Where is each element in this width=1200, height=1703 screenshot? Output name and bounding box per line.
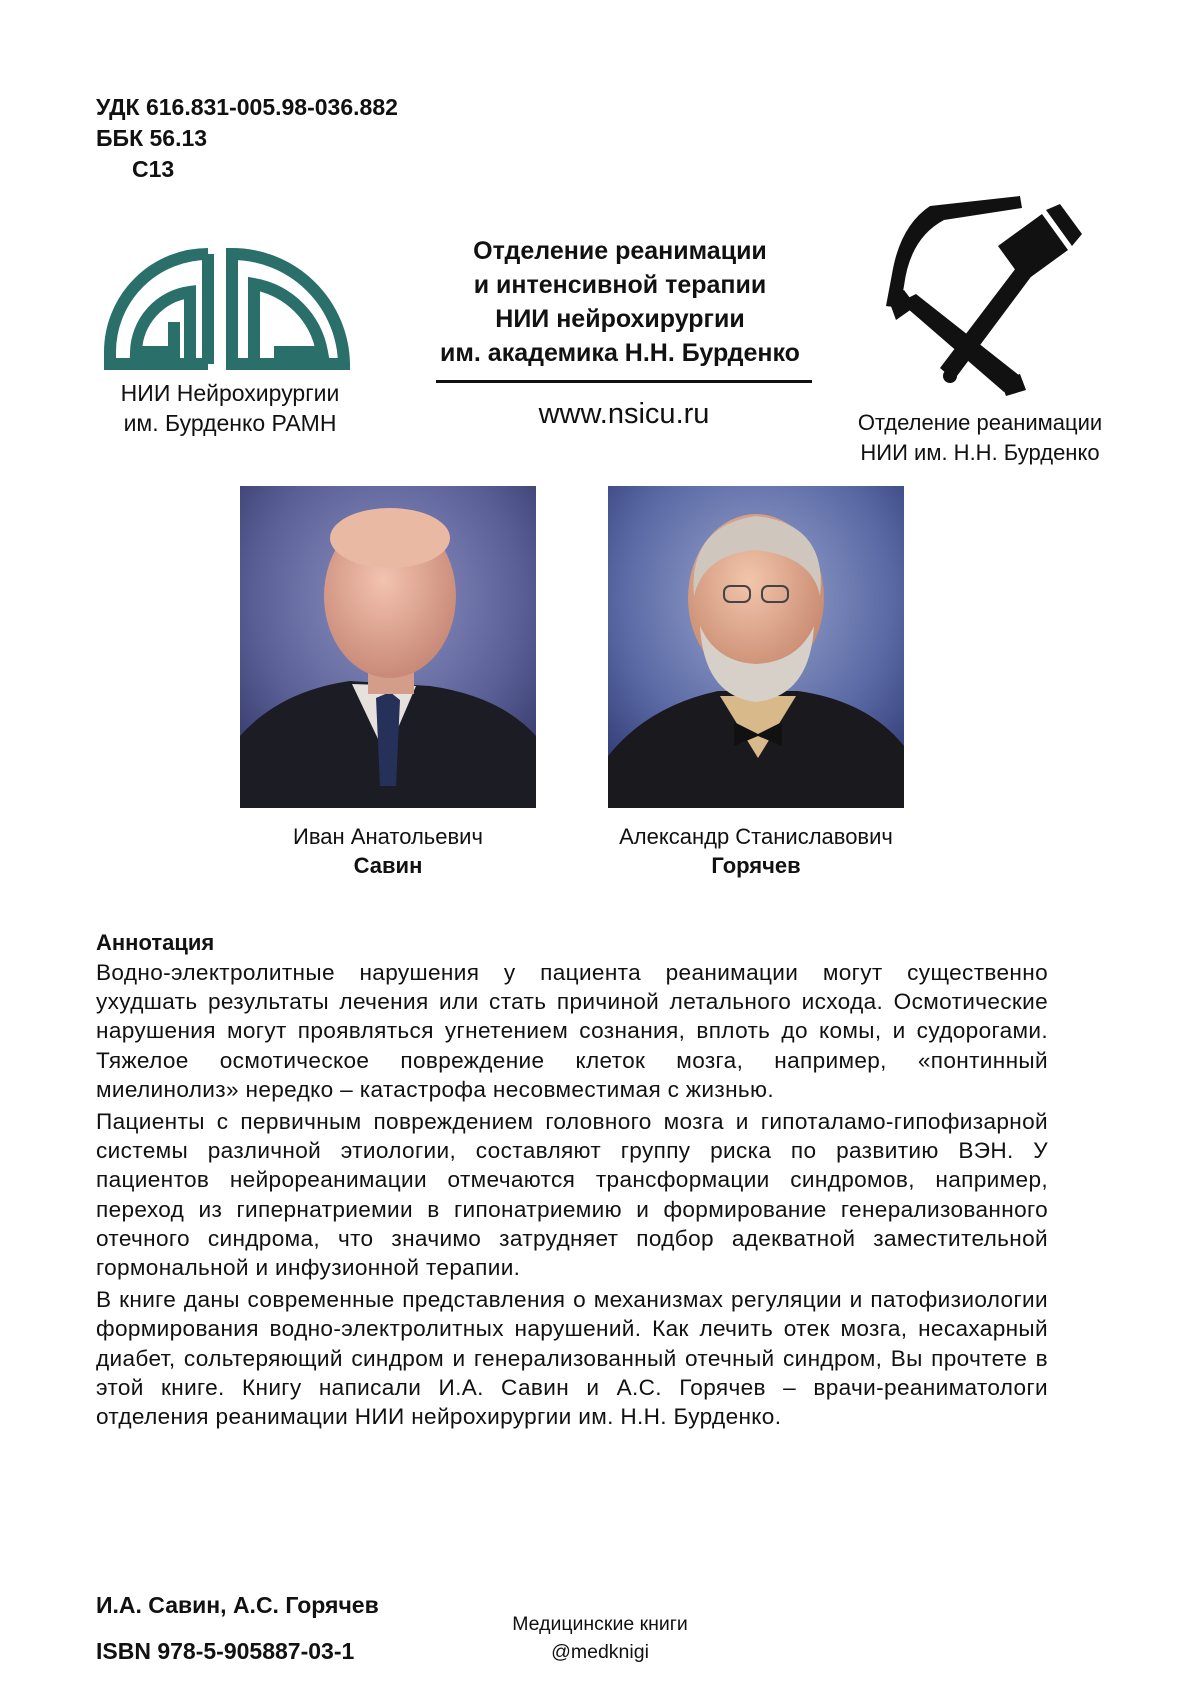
footer-authors: И.А. Савин, А.С. Горячев bbox=[96, 1592, 379, 1618]
annotation-paragraph: В книге даны современные представления о механизмах регуляции и патофизиологии формирования водно-электролитных нарушений. Как лечить отек мозга, несахарный диабет, сольтеряющий синдром и генерализованный отечный синдром, Вы прочтете в этой книге. Книгу написали И.А. Савин и А.С. Горячев – врачи-реаниматологи отделения реанимации НИИ нейрохирургии им. Н.Н. Бурденко. bbox=[96, 1287, 1048, 1430]
nii-neurosurgery-logo-icon bbox=[104, 240, 360, 370]
channel-handle[interactable]: @medknigi bbox=[551, 1641, 649, 1663]
department-title-line1: Отделение реанимации bbox=[473, 237, 767, 265]
annotation-heading: Аннотация bbox=[96, 930, 215, 955]
author1-last-name: Савин bbox=[353, 853, 423, 878]
udk-code: УДК 616.831-005.98-036.882 bbox=[96, 94, 398, 120]
right-logo-caption-line2: НИИ им. Н.Н. Бурденко bbox=[860, 440, 1100, 465]
left-logo-caption-line2: им. Бурденко РАМН bbox=[123, 410, 337, 436]
isbn: ISBN 978-5-905887-03-1 bbox=[96, 1638, 355, 1664]
author-mark-code: С13 bbox=[132, 156, 175, 182]
channel-name: Медицинские книги bbox=[512, 1613, 688, 1635]
left-logo-caption-line1: НИИ Нейрохирургии bbox=[120, 380, 340, 406]
author1-first-names: Иван Анатольевич bbox=[293, 824, 483, 849]
author2-last-name: Горячев bbox=[711, 853, 801, 878]
bbk-code: ББК 56.13 bbox=[96, 125, 208, 151]
author-photo-savin bbox=[240, 486, 536, 808]
annotation-body bbox=[96, 958, 1048, 1434]
author-photo-goryachev bbox=[608, 486, 904, 808]
laryngoscope-hammer-icon bbox=[870, 190, 1090, 400]
annotation-paragraph: Пациенты с первичным повреждением головного мозга и гипоталамо-гипофизарной системы различной этиологии, составляют группу риска по развитию ВЭН. У пациентов нейрореанимации отмечаются трансформации синдромов, например, переход из гипернатриемии в гипонатриемию и формирование генерализованного отечного синдрома, что значимо затрудняет подбор адекватной заместительной гормональной и инфузионной терапии. bbox=[96, 1109, 1048, 1281]
title-divider bbox=[436, 380, 812, 383]
department-title-line4: им. академика Н.Н. Бурденко bbox=[440, 339, 800, 367]
department-title-line3: НИИ нейрохирургии bbox=[495, 305, 745, 333]
department-title-line2: и интенсивной терапии bbox=[473, 271, 767, 299]
right-logo-caption-line1: Отделение реанимации bbox=[857, 410, 1103, 435]
website-link[interactable]: www.nsicu.ru bbox=[538, 398, 710, 430]
annotation-paragraph: Водно-электролитные нарушения у пациента реанимации могут существенно ухудшать результаты лечения или стать причиной летального исхода. Осмотические нарушения могут проявляться угнетением сознания, вплоть до комы, и судорогами. Тяжелое осмотическое повреждение клеток мозга, например, «понтинный миелинолиз» нередко – катастрофа несовместимая с жизнью. bbox=[96, 960, 1048, 1102]
author2-first-names: Александр Станиславович bbox=[619, 824, 893, 849]
